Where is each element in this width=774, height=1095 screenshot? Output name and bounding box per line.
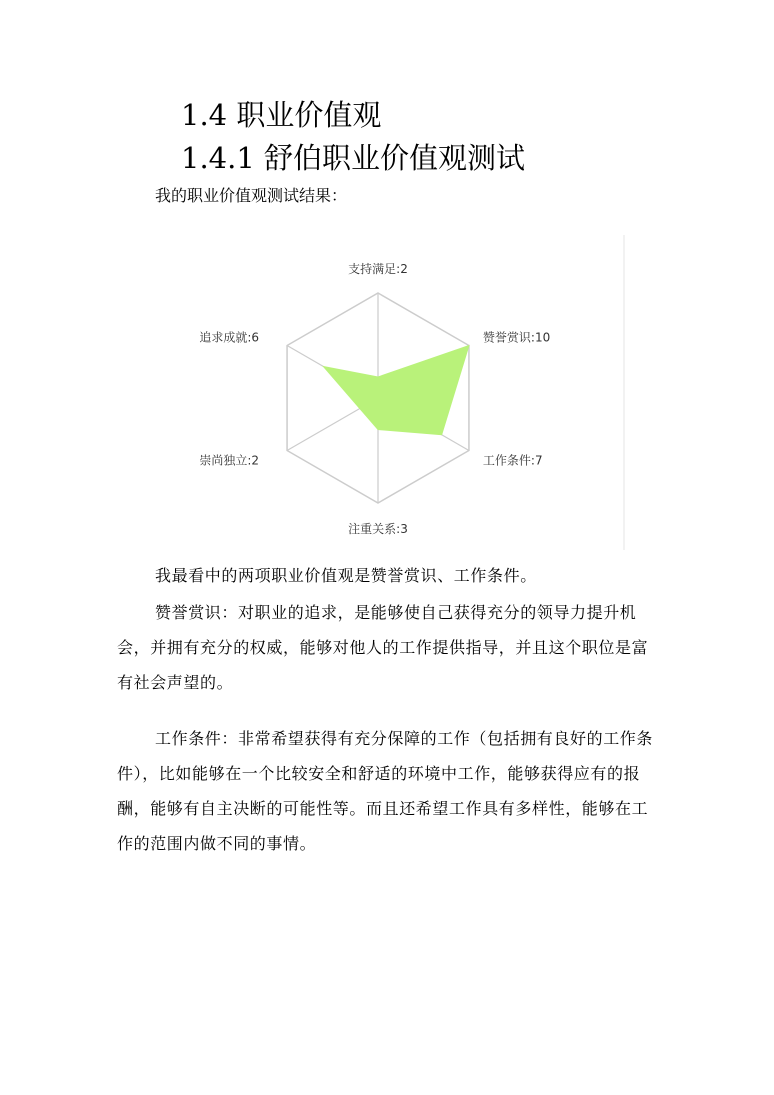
radar-data-area	[323, 346, 468, 435]
subsection-heading: 1.4.1 舒伯职业价值观测试	[181, 141, 526, 175]
radar-label-2: 赞誉赏识:10	[482, 330, 551, 345]
radar-label-6: 追求成就:6	[199, 330, 260, 345]
summary-paragraph: 我最看中的两项职业价值观是赞誉赏识、工作条件。	[155, 566, 537, 585]
career-values-radar-chart	[150, 235, 630, 550]
radar-label-4: 注重关系:3	[348, 522, 408, 536]
radar-svg	[150, 235, 630, 550]
section-heading: 1.4 职业价值观	[181, 98, 382, 132]
radar-label-3: 工作条件:7	[482, 453, 543, 468]
praise-paragraph: 赞誉赏识：对职业的追求，是能够使自己获得充分的领导力提升机会，并拥有充分的权威，能够对他人的工作提供指导，并且这个职位是富有社会声望的。	[117, 603, 649, 692]
radar-label-5: 崇尚独立:2	[199, 453, 260, 468]
radar-label-1: 支持满足:2	[348, 262, 408, 276]
conditions-paragraph: 工作条件：非常希望获得有充分保障的工作（包括拥有良好的工作条件），比如能够在一个比较安全和舒适的环境中工作，能够获得应有的报酬，能够有自主决断的可能性等。而且还希望工作具有多样性，能够在工作的范围内做不同的事情。	[117, 729, 654, 853]
intro-text: 我的职业价值观测试结果：	[155, 186, 348, 205]
